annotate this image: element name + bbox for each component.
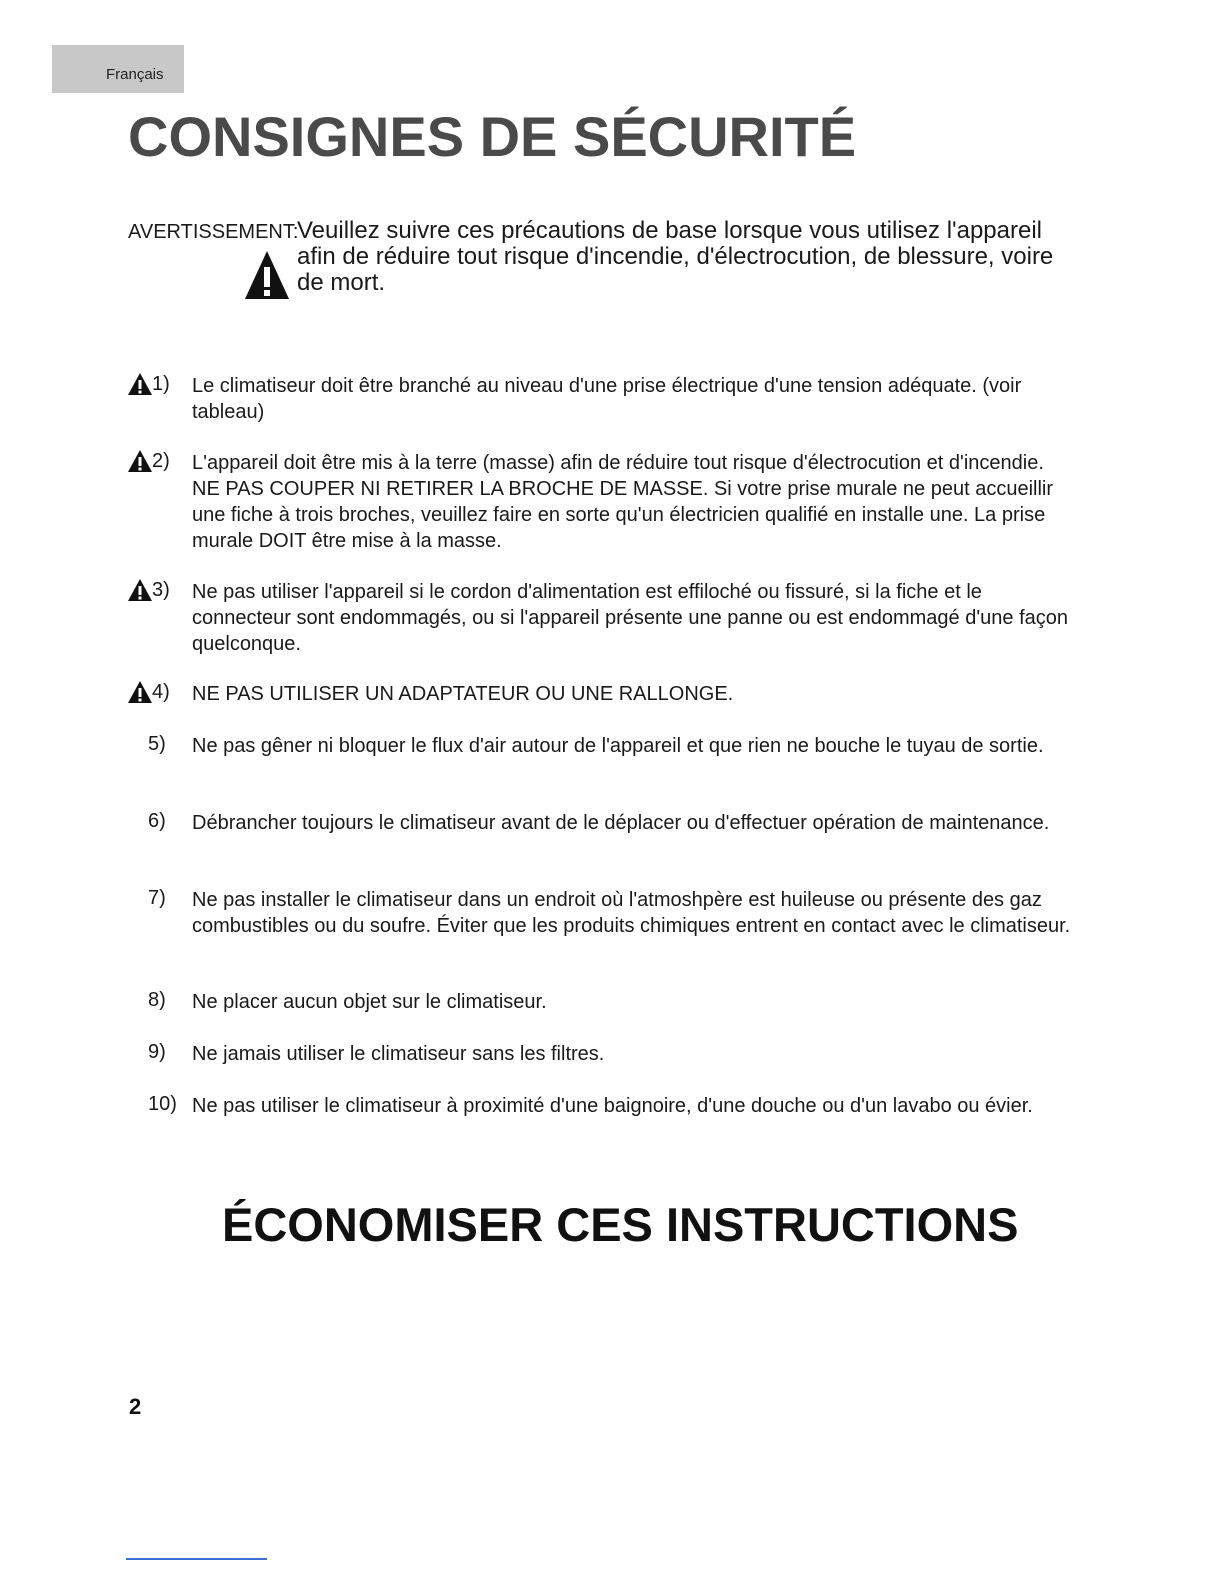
item-text: NE PAS UTILISER UN ADAPTATEUR OU UNE RALLONGE. [192, 683, 734, 705]
item-number: 5) [148, 733, 166, 755]
bottom-rule [126, 1558, 267, 1560]
language-tab [52, 45, 184, 93]
item-number: 9) [148, 1041, 166, 1063]
language-tab-label: Français [106, 66, 164, 83]
item-number: 10) [148, 1093, 177, 1115]
item-number: 1) [152, 373, 170, 395]
item-text: Ne pas utiliser l'appareil si le cordon d'alimentation est effiloché ou fissuré, si la fiche et le connecteur sont endommagés, ou si l'appareil présente une panne ou est endommagé d'une façon quelconque. [192, 581, 1069, 655]
warning-text-line-2: afin de réduire tout risque d'incendie, d'électrocution, de blessure, voire [297, 243, 1054, 270]
warning-text-line-1: Veuillez suivre ces précautions de base lorsque vous utilisez l'appareil [297, 217, 1042, 244]
item-number: 4) [152, 681, 170, 703]
item-number: 3) [152, 579, 170, 601]
item-text: Le climatiseur doit être branché au niveau d'une prise électrique d'une tension adéquate. (voir tableau) [192, 375, 1022, 423]
item-text: L'appareil doit être mis à la terre (masse) afin de réduire tout risque d'électrocution et d'incendie. NE PAS COUPER NI RETIRER LA BROCHE DE MASSE. Si votre prise murale ne peut accueillir une fiche à trois broches, veuillez faire en sorte qu'un électricien qualifié en installe une. La prise murale DOIT être mise à la masse. [192, 452, 1054, 552]
warning-label: AVERTISSEMENT: [128, 221, 299, 243]
warning-triangle-icon [243, 249, 291, 301]
footer-title: ÉCONOMISER CES INSTRUCTIONS [222, 1198, 1019, 1251]
item-number: 6) [148, 810, 166, 832]
page-title: CONSIGNES DE SÉCURITÉ [128, 105, 857, 168]
item-number: 8) [148, 989, 166, 1011]
item-text: Ne pas gêner ni bloquer le flux d'air autour de l'appareil et que rien ne bouche le tuyau de sortie. [192, 735, 1044, 757]
warning-triangle-icon [127, 449, 153, 473]
warning-triangle-icon [127, 680, 153, 704]
page-number: 2 [129, 1394, 142, 1419]
item-number: 7) [148, 887, 166, 909]
warning-triangle-icon [127, 372, 153, 396]
item-text: Débrancher toujours le climatiseur avant de le déplacer ou d'effectuer opération de maintenance. [192, 812, 1050, 834]
item-text: Ne jamais utiliser le climatiseur sans les filtres. [192, 1043, 605, 1065]
item-text: Ne pas installer le climatiseur dans un endroit où l'atmoshpère est huileuse ou présente des gaz combustibles ou du soufre. Éviter que les produits chimiques entrent en contact avec le climatiseur. [192, 889, 1071, 937]
item-number: 2) [152, 450, 170, 472]
warning-triangle-icon [127, 578, 153, 602]
item-text: Ne placer aucun objet sur le climatiseur. [192, 991, 547, 1013]
item-text: Ne pas utiliser le climatiseur à proximité d'une baignoire, d'une douche ou d'un lavabo ou évier. [192, 1095, 1033, 1117]
warning-text-line-3: de mort. [297, 269, 386, 296]
